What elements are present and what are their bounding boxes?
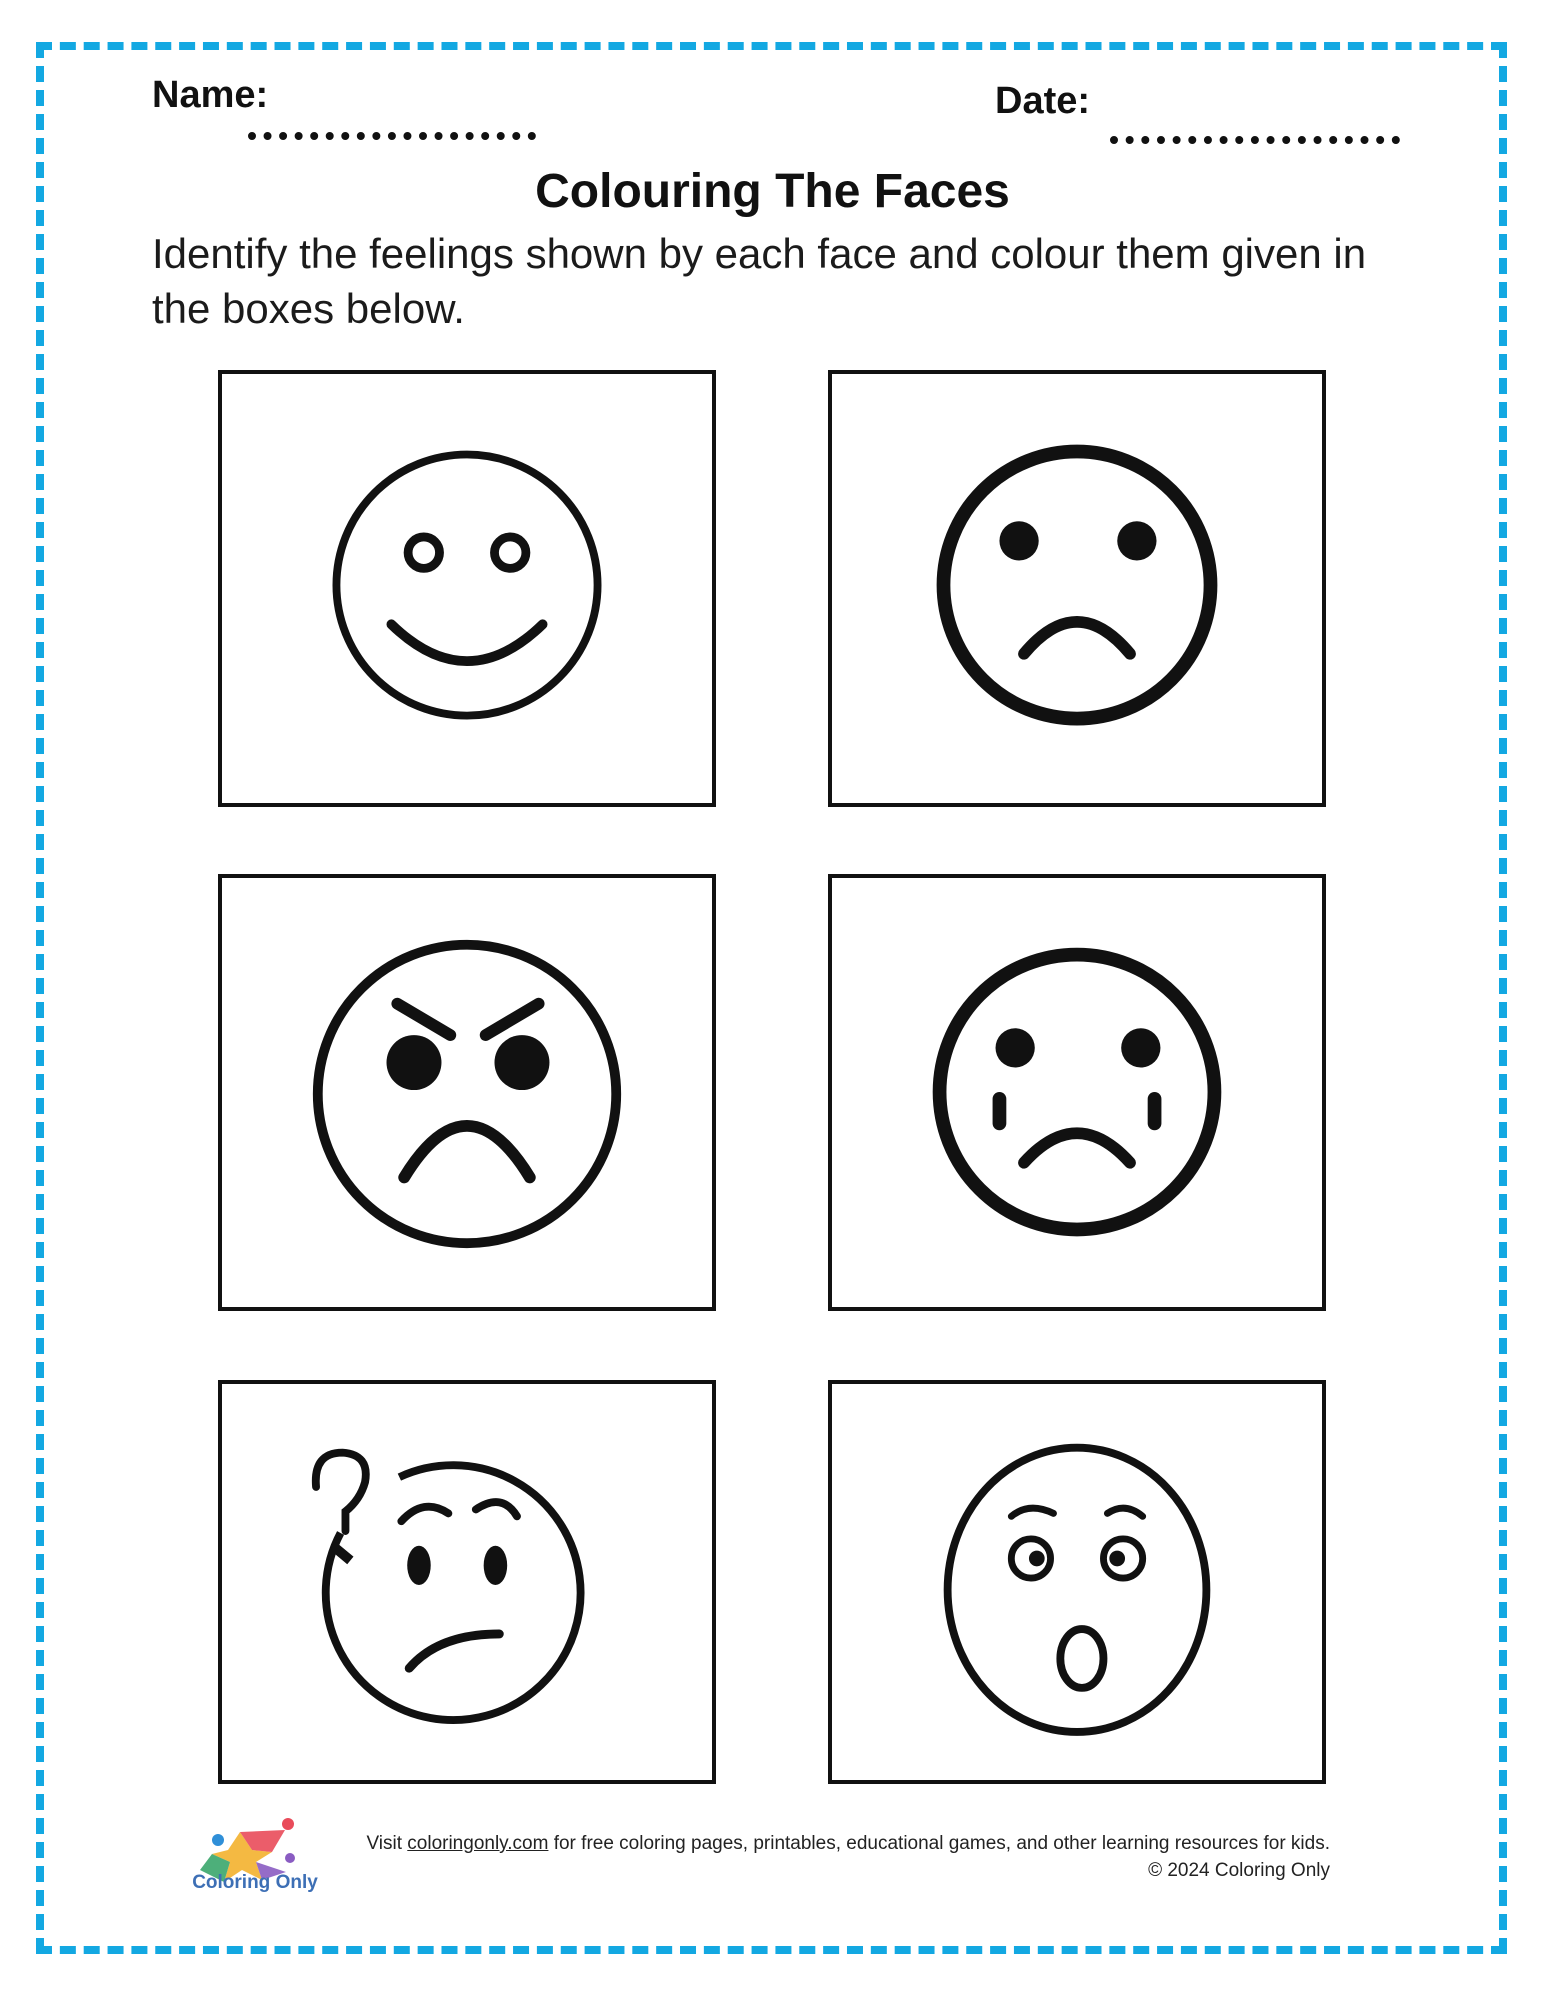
instructions-text: Identify the feelings shown by each face and colour them given in the boxes below. [152, 230, 1367, 332]
surprised-face-icon [832, 1384, 1322, 1780]
copyright-text: © 2024 Coloring Only [1148, 1860, 1330, 1881]
name-blank-line[interactable] [248, 132, 536, 140]
angry-face-icon [222, 878, 712, 1307]
face-box-2[interactable] [828, 370, 1326, 807]
crying-face-icon [832, 878, 1322, 1307]
face-box-1[interactable] [218, 370, 716, 807]
page-title: Colouring The Faces [535, 165, 1010, 218]
logo-text: Coloring Only [192, 1872, 318, 1893]
face-box-3[interactable] [218, 874, 716, 1311]
footer-visit-line [340, 1830, 1330, 1857]
face-box-4[interactable] [828, 874, 1326, 1311]
date-blank-line[interactable] [1110, 136, 1400, 144]
face-box-6[interactable] [828, 1380, 1326, 1784]
name-label: Name: [152, 74, 269, 116]
face-box-5[interactable] [218, 1380, 716, 1784]
date-label: Date: [995, 80, 1091, 122]
footer-text [340, 1830, 1330, 1884]
footer-visit-prefix: Visit [366, 1833, 408, 1854]
sad-face-icon [832, 374, 1322, 803]
website-link[interactable]: coloringonly.com [407, 1833, 549, 1854]
confused-face-icon [222, 1384, 712, 1780]
footer-visit-suffix: for free coloring pages, printables, educational games, and other learning resources for kids. [548, 1833, 1330, 1854]
happy-face-icon [222, 374, 712, 803]
